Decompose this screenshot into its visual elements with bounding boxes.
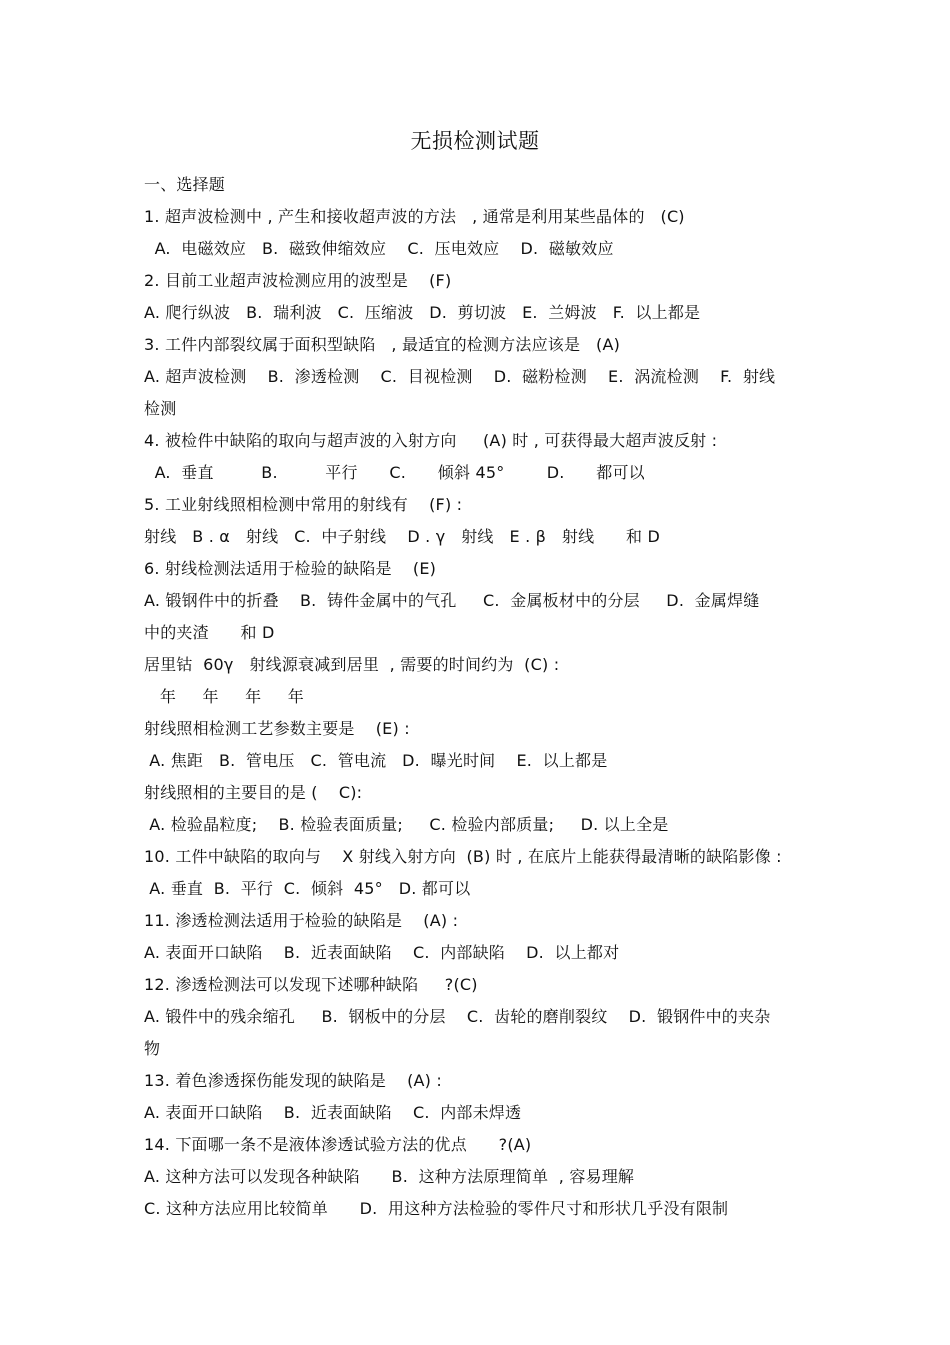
options-line: A. 表面开口缺陷 B. 近表面缺陷 C. 内部缺陷 D. 以上都对 bbox=[144, 943, 620, 962]
options-line: A. 锻件中的残余缩孔 B. 钢板中的分层 C. 齿轮的磨削裂纹 D. 锻钢件中的夹杂 bbox=[144, 1007, 771, 1026]
options-line: 中的夹渣 和 D bbox=[144, 623, 275, 642]
options-line: A. 垂直 B. 平行 C. 倾斜 45° D. 都可以 bbox=[144, 463, 645, 482]
page-title: 无损检测试题 bbox=[410, 129, 540, 153]
question-line: 10. 工件中缺陷的取向与 X 射线入射方向 (B) 时 , 在底片上能获得最清晰的缺陷影像 : bbox=[144, 847, 782, 866]
options-line: 年 年 年 年 bbox=[144, 687, 304, 706]
options-line: 物 bbox=[144, 1039, 161, 1058]
question-line: 居里钴 60γ 射线源衰减到居里 , 需要的时间约为 (C) : bbox=[144, 655, 560, 674]
question-line: 13. 着色渗透探伤能发现的缺陷是 (A) : bbox=[144, 1071, 442, 1090]
options-line: C. 这种方法应用比较简单 D. 用这种方法检验的零件尺寸和形状几乎没有限制 bbox=[144, 1199, 729, 1218]
question-line: 射线照相检测工艺参数主要是 (E) : bbox=[144, 719, 410, 738]
options-line: A. 表面开口缺陷 B. 近表面缺陷 C. 内部未焊透 bbox=[144, 1103, 522, 1122]
question-line: 12. 渗透检测法可以发现下述哪种缺陷 ?(C) bbox=[144, 975, 478, 994]
options-line: A. 超声波检测 B. 渗透检测 C. 目视检测 D. 磁粉检测 E. 涡流检测 F. 射线 bbox=[144, 367, 776, 386]
question-line: 射线照相的主要目的是 ( C): bbox=[144, 783, 363, 802]
options-line: A. 锻钢件中的折叠 B. 铸件金属中的气孔 C. 金属板材中的分层 D. 金属焊缝 bbox=[144, 591, 760, 610]
question-line: 11. 渗透检测法适用于检验的缺陷是 (A) : bbox=[144, 911, 459, 930]
question-line: 3. 工件内部裂纹属于面积型缺陷 , 最适宜的检测方法应该是 (A) bbox=[144, 335, 621, 354]
options-line: A. 垂直 B. 平行 C. 倾斜 45° D. 都可以 bbox=[144, 879, 471, 898]
options-line: 检测 bbox=[144, 399, 177, 418]
question-line: 14. 下面哪一条不是液体渗透试验方法的优点 ?(A) bbox=[144, 1135, 532, 1154]
options-line: A. 电磁效应 B. 磁致伸缩效应 C. 压电效应 D. 磁敏效应 bbox=[144, 239, 614, 258]
options-line: A. 爬行纵波 B. 瑞利波 C. 压缩波 D. 剪切波 E. 兰姆波 F. 以上都是 bbox=[144, 303, 701, 322]
question-line: 4. 被检件中缺陷的取向与超声波的入射方向 (A) 时 , 可获得最大超声波反射 : bbox=[144, 431, 718, 450]
options-line: A. 这种方法可以发现各种缺陷 B. 这种方法原理简单 , 容易理解 bbox=[144, 1167, 635, 1186]
question-line: 5. 工业射线照相检测中常用的射线有 (F) : bbox=[144, 495, 463, 514]
options-line: 射线 B . α 射线 C. 中子射线 D . γ 射线 E . β 射线 和 D bbox=[144, 527, 661, 546]
question-line: 6. 射线检测法适用于检验的缺陷是 (E) bbox=[144, 559, 437, 578]
question-line: 1. 超声波检测中 , 产生和接收超声波的方法 , 通常是利用某些晶体的 (C) bbox=[144, 207, 685, 226]
question-line: 2. 目前工业超声波检测应用的波型是 (F) bbox=[144, 271, 452, 290]
section-heading: 一、选择题 bbox=[144, 175, 226, 194]
options-line: A. 检验晶粒度; B. 检验表面质量; C. 检验内部质量; D. 以上全是 bbox=[144, 815, 669, 834]
options-line: A. 焦距 B. 管电压 C. 管电流 D. 曝光时间 E. 以上都是 bbox=[144, 751, 608, 770]
